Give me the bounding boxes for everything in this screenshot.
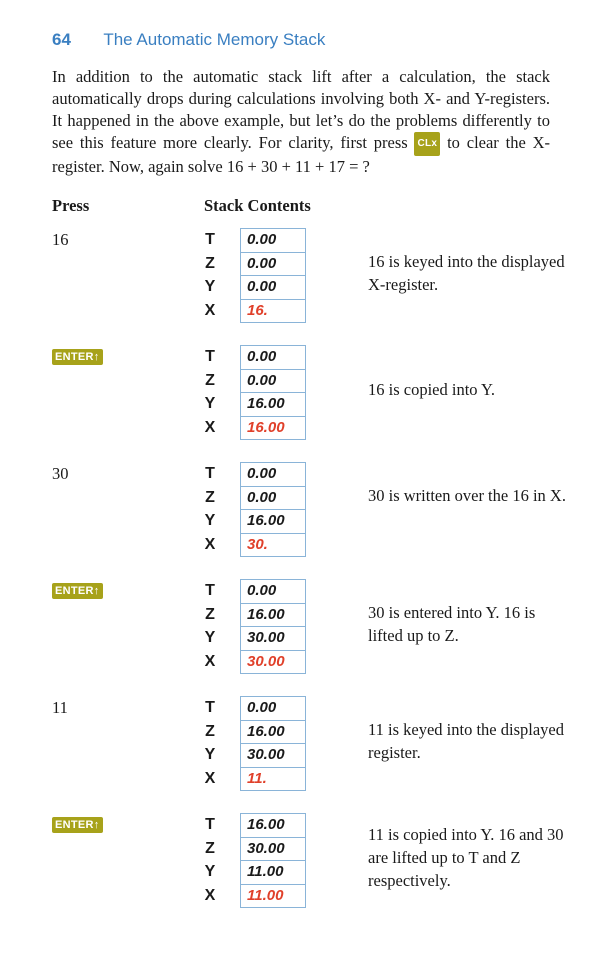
stack-column-heading: Stack Contents bbox=[204, 196, 311, 215]
press-cell bbox=[52, 815, 103, 835]
intro-text-after: to clear the X-register. Now, again solve 16 + 30 + 11 + 17 = ? bbox=[52, 133, 550, 176]
stack-register-value: 0.00 bbox=[241, 580, 305, 604]
register-label: Z bbox=[205, 722, 215, 740]
register-labels bbox=[202, 345, 218, 439]
stack-example-row bbox=[0, 813, 593, 913]
stack-register-value: 16.00 bbox=[241, 721, 305, 745]
stack-register-value: 30.00 bbox=[247, 652, 285, 670]
press-cell bbox=[52, 581, 103, 601]
register-label: Z bbox=[205, 254, 215, 272]
stack-register-value: 30.00 bbox=[241, 838, 305, 862]
enter-key: ENTER↑ bbox=[52, 349, 103, 365]
press-cell bbox=[52, 347, 103, 367]
press-cell bbox=[52, 230, 69, 250]
stack-example-row bbox=[0, 462, 593, 562]
stack-example-row bbox=[0, 579, 593, 679]
stack-register-value: 16.00 bbox=[241, 510, 305, 534]
page-title: The Automatic Memory Stack bbox=[103, 30, 326, 49]
stack-register-value: 11.00 bbox=[247, 886, 284, 904]
register-label: Y bbox=[204, 863, 216, 880]
register-label: X bbox=[204, 652, 216, 670]
step-description: 30 is written over the 16 in X. bbox=[368, 486, 566, 505]
register-label: X bbox=[204, 418, 216, 436]
register-label: Y bbox=[204, 395, 216, 412]
stack-register-value: 30.00 bbox=[241, 627, 305, 651]
stack-register-value: 16.00 bbox=[247, 418, 285, 436]
stack-register-value: 30.00 bbox=[241, 744, 305, 768]
stack-register-value: 0.00 bbox=[241, 463, 305, 487]
clx-key: CLx bbox=[414, 132, 440, 156]
press-column-heading: Press bbox=[52, 196, 90, 215]
press-value: 16 bbox=[52, 230, 69, 249]
enter-key: ENTER↑ bbox=[52, 817, 103, 833]
stack-register-value: 30. bbox=[247, 535, 268, 553]
step-description: 11 is keyed into the displayed register. bbox=[368, 720, 564, 762]
register-label: Y bbox=[204, 629, 216, 646]
register-label: T bbox=[205, 582, 215, 599]
stack-register-value: 11.00 bbox=[241, 861, 305, 885]
register-label: Z bbox=[205, 488, 215, 506]
stack-contents-box bbox=[240, 462, 306, 557]
register-labels bbox=[202, 462, 218, 556]
register-label: T bbox=[205, 231, 215, 248]
intro-paragraph bbox=[52, 66, 550, 178]
stack-contents-box bbox=[240, 813, 306, 908]
step-description: 30 is entered into Y. 16 is lifted up to Z. bbox=[368, 603, 536, 645]
register-labels bbox=[202, 696, 218, 790]
register-label: X bbox=[204, 886, 216, 904]
step-description: 16 is copied into Y. bbox=[368, 380, 495, 399]
stack-register-value: 0.00 bbox=[241, 229, 305, 253]
step-description: 16 is keyed into the displayed X-register. bbox=[368, 252, 565, 294]
stack-register-value: 11. bbox=[247, 769, 267, 787]
page-header bbox=[52, 30, 325, 50]
page-number: 64 bbox=[52, 30, 71, 49]
register-label: T bbox=[205, 348, 215, 365]
stack-register-value: 0.00 bbox=[241, 487, 305, 511]
stack-register-value: 0.00 bbox=[241, 370, 305, 394]
register-label: Z bbox=[205, 371, 215, 389]
press-cell bbox=[52, 464, 69, 484]
stack-register-value: 16.00 bbox=[241, 814, 305, 838]
step-description: 11 is copied into Y. 16 and 30 are lifted up to T and Z respectively. bbox=[368, 825, 564, 890]
register-labels bbox=[202, 813, 218, 907]
register-label: Y bbox=[204, 746, 216, 763]
stack-example-row bbox=[0, 345, 593, 445]
stack-contents-box bbox=[240, 228, 306, 323]
stack-contents-box bbox=[240, 579, 306, 674]
stack-example-row bbox=[0, 696, 593, 796]
press-value: 11 bbox=[52, 698, 68, 717]
register-label: Z bbox=[205, 605, 215, 623]
stack-register-value: 0.00 bbox=[241, 346, 305, 370]
stack-register-value: 0.00 bbox=[241, 253, 305, 277]
register-label: Z bbox=[205, 839, 215, 857]
enter-key: ENTER↑ bbox=[52, 583, 103, 599]
press-value: 30 bbox=[52, 464, 69, 483]
register-labels bbox=[202, 228, 218, 322]
register-label: T bbox=[205, 699, 215, 716]
register-label: X bbox=[204, 301, 216, 319]
register-label: T bbox=[205, 465, 215, 482]
stack-register-value: 16. bbox=[247, 301, 268, 319]
stack-register-value: 0.00 bbox=[241, 276, 305, 300]
press-cell bbox=[52, 698, 68, 718]
register-labels bbox=[202, 579, 218, 673]
stack-contents-box bbox=[240, 345, 306, 440]
stack-example-row bbox=[0, 228, 593, 328]
register-label: X bbox=[204, 769, 216, 787]
stack-register-value: 0.00 bbox=[241, 697, 305, 721]
register-label: T bbox=[205, 816, 215, 833]
stack-register-value: 16.00 bbox=[241, 393, 305, 417]
stack-contents-box bbox=[240, 696, 306, 791]
stack-register-value: 16.00 bbox=[241, 604, 305, 628]
intro-text-before: In addition to the automatic stack lift after a calculation, the stack automatically drops during calculations involving both X- and Y-registers. It happened in the above example, but let’s do the problems differently to see this feature more clearly. For clarity, first press bbox=[52, 67, 550, 152]
register-label: Y bbox=[204, 512, 216, 529]
register-label: X bbox=[204, 535, 216, 553]
register-label: Y bbox=[204, 278, 216, 295]
